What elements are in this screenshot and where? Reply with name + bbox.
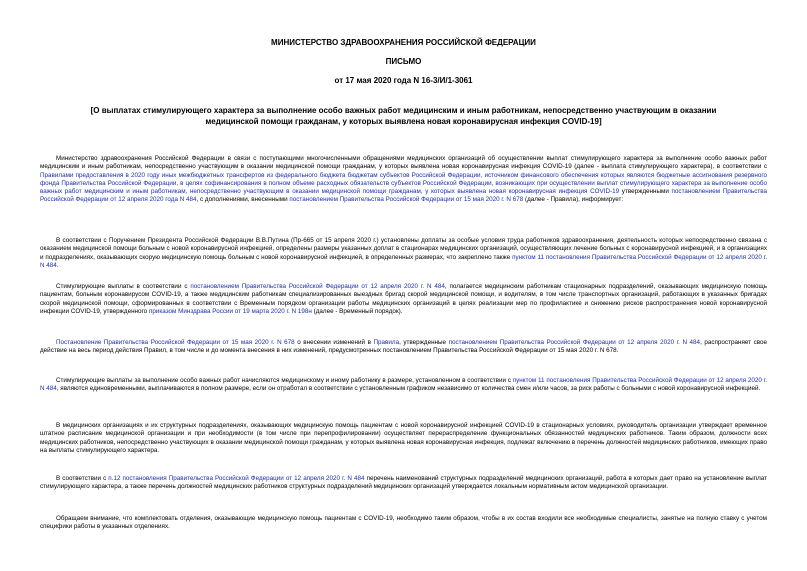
paragraph-5 (40, 377, 767, 394)
document-type: ПИСЬМО (385, 57, 422, 66)
document-link[interactable]: пунктом 11 постановления Правительства Российской Федерации от 12 апреля 2020 г. N 484 (40, 253, 767, 269)
text-segment: Обращаем внимание, что комплектовать отделения, оказывающие медицинскую помощь пациентам с COVID-19, необходимо таким образом, чтобы в их состав входили все необходимые специалисты, занятые на полную ставку с учетом специфики работы в указанных отделениях. (40, 515, 767, 531)
text-segment: перечень наименований структурных подразделений медицинских организаций, работа в которых дает право на установление выплат стимулирующего характера, а также перечень должностей медицинских работников структурных подразделений медицинских организаций утверждается локальным нормативным актом медицинской организации. (40, 475, 767, 491)
document-link[interactable]: постановлением Правительства Российской Федерации от 12 апреля 2020 г. N 484 (190, 283, 445, 290)
document-date-number: от 17 мая 2020 года N 16-3/И/1-3061 (334, 76, 473, 85)
text-segment: . (56, 261, 59, 269)
text-segment: Министерство здравоохранения Российской Федерации в связи с поступающими многочисленными обращениями медицинских организаций об осуществлении выплат стимулирующего характера за выполнение особо важных работ медицинским и иным работникам, непосредственно участвующим в оказании медицинской помощи гражданам, у которых выявлена новая коронавирусная инфекция COVID-19 (далее - выплата стимулирующего характера), в соответствии с (40, 155, 767, 171)
document-link[interactable]: пунктом 11 постановления Правительства Российской Федерации от 12 апреля 2020 г. N 484 (40, 377, 767, 393)
document-subject: [О выплатах стимулирующего характера за выполнение особо важных работ медицинским и иным работникам, непосредственно участвующим в оказании медицинской помощи гражданам, у которых выявлена новая коронавирусная инфекция COVID-19] (90, 106, 717, 126)
text-segment: В соответствии с (56, 475, 109, 482)
text-segment: , с дополнениями, внесенными (196, 196, 290, 204)
text-segment: В соответствии с Поручением Президента Российской Федерации В.В.Путина (Пр-665 от 15 апреля 2020 г.) установлены доплаты за особые условия труда работников здравоохранения, деятельность которых непосредственно связана с оказанием медицинской помощи больным с новой коронавирусной инфекцией, определены размеры указанных доплат в стационарах медицинских организаций, осуществляющих лечение больных с коронавирусной инфекцией, и в организациях и подразделениях, оказывающих скорую медицинскую помощь больным с новой коронавирусной инфекцией, в определенных размерах, что закреплено также (40, 237, 767, 261)
paragraph-8 (40, 515, 767, 532)
document-link[interactable]: Правилами предоставления в 2020 году иных межбюджетных трансфертов из федерального бюджета бюджетам субъектов Российской Федерации, источником финансового обеспечения которых являются бюджетные ассигнования резервного фонда Правительства Российской Федерации, в целях софинансирования в полном объеме расходных обязательств субъектов Российской Федерации, возникающих при осуществлении выплат стимулирующего характера за выполнение особо важных работ медицинским и иным работникам, непосредственно участвующим в оказании медицинской помощи гражданам, у которых выявлена новая коронавирусная инфекция COVID-19 (40, 171, 767, 196)
text-segment: , являются единовременными, выплачиваются в полном размере, если он отработал в соответствии с установленным графиком независимо от количества смен и/или часов, за риск работы с больными с новой коронавирусной инфекцией. (56, 385, 761, 393)
text-segment: В медицинских организациях и их структурных подразделениях, оказывающих медицинскую помощь пациентам с новой коронавирусной инфекцией COVID-19 в стационарных условиях, руководитель организации утверждает временное штатное расписание медицинской организации и при необходимости (в том числе при перепрофилировании) осуществляет перераспределение функциональных обязанностей медицинских работников. Таким образом, должности всех медицинских работников, непосредственно участвующих в оказании медицинской помощи гражданам, у которых выявлена новая коронавирусная инфекция, подлежат включению в перечень должностей медицинских работников, имеющих право на выплаты стимулирующего характера. (40, 422, 767, 454)
paragraph-1 (40, 155, 767, 205)
text-segment: Стимулирующие выплаты за выполнение особо важных работ начисляются медицинскому и иному работнику в размере, установленном в соответствии с (56, 377, 513, 384)
text-segment: о внесении изменений в (294, 339, 374, 346)
paragraph-4 (40, 339, 767, 356)
text-segment: (далее - Правила), информирует: (523, 196, 624, 204)
document-link[interactable]: приказом Минздрава России от 19 марта 2020 г. N 198н (148, 307, 312, 315)
document-link[interactable]: постановлением Правительства Российской Федерации от 12 апреля 2020 года N 484 (40, 188, 768, 204)
document-link[interactable]: п.12 постановления Правительства Российской Федерации от 12 апреля 2020 г. N 484 (108, 475, 365, 482)
paragraph-7 (40, 475, 767, 492)
document-link[interactable]: Постановление Правительства Российской Федерации от 15 мая 2020 г. N 678 (56, 339, 295, 346)
text-segment: , утвержденные (399, 339, 449, 346)
paragraph-3 (40, 283, 767, 316)
text-segment: (далее - Временный порядок). (311, 307, 403, 315)
text-segment: Стимулирующие выплаты в соответствии с (56, 283, 191, 290)
document-link[interactable]: Правила (373, 339, 400, 346)
paragraph-6 (40, 422, 767, 455)
document-link[interactable]: постановлением Правительства Российской Федерации от 12 апреля 2020 г. N 484 (448, 339, 701, 346)
text-segment: , полагается медицинским работникам стационарных подразделений, оказывающих медицинскую помощь пациентам, больным коронавирусом COVID-19, а также медицинским работникам специализированных выездных бригад скорой медицинской помощи, и водителям, в том числе транспортных организаций, работающих в указанных бригадах скорой медицинской помощи, сформированных в соответствии с Временным порядком организации работы медицинских организаций в целях реализации мер по профилактике и снижению рисков распространения новой коронавирусной инфекции COVID-19, утвержденного (40, 283, 767, 315)
text-segment: , распространяет свое действие на весь период действия Правил, в том числе и до момента внесения в них изменений, предусмотренных постановлением Правительства Российской Федерации от 15 мая 2020 г. N 678. (40, 339, 768, 355)
paragraph-2 (40, 237, 767, 270)
ministry-title: МИНИСТЕРСТВО ЗДРАВООХРАНЕНИЯ РОССИЙСКОЙ ФЕДЕРАЦИИ (271, 38, 536, 47)
text-segment: утвержденными (619, 188, 672, 196)
document-link[interactable]: постановлением Правительства Российской Федерации от 15 мая 2020 г. N 678 (289, 196, 524, 204)
